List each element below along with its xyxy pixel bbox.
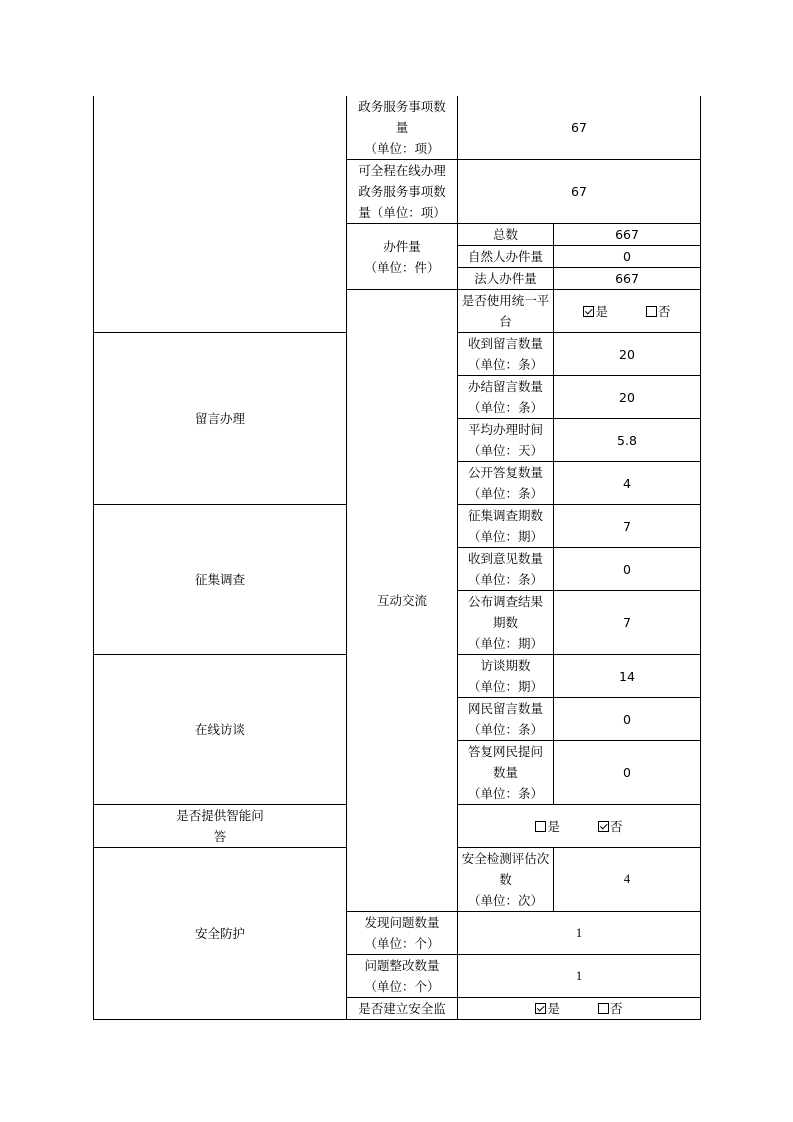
smart-qa-no-option[interactable]: 否 [598, 816, 623, 837]
unified-platform-label: 是否使用统一平 台 [458, 290, 554, 333]
security-issues-value: 1 [458, 912, 701, 955]
security-checks-value: 4 [554, 848, 701, 912]
handled-total-label: 总数 [458, 224, 554, 246]
security-monitor-options [458, 998, 701, 1020]
checked-box-icon [535, 1003, 546, 1014]
service-section-cell [94, 96, 347, 333]
statistics-table [93, 96, 701, 1020]
survey-results-label: 公布调查结果 期数 （单位：期） [458, 591, 554, 655]
messages-avg-time-label: 平均办理时间 （单位：天） [458, 419, 554, 462]
security-monitor-no-option[interactable]: 否 [598, 998, 623, 1019]
interview-periods-label: 访谈期数 （单位：期） [458, 655, 554, 698]
messages-closed-value: 20 [554, 376, 701, 419]
handled-label: 办件量 （单位：件） [347, 224, 458, 290]
messages-avg-time-value: 5.8 [554, 419, 701, 462]
items-count-value: 67 [458, 96, 701, 160]
smart-qa-label: 是否提供智能问 答 [94, 805, 347, 848]
handled-total-value: 667 [554, 224, 701, 246]
checked-box-icon [583, 306, 594, 317]
handled-legal-value: 667 [554, 268, 701, 290]
handled-natural-value: 0 [554, 246, 701, 268]
items-count-label: 政务服务事项数 量 （单位：项） [347, 96, 458, 160]
unified-platform-no-option[interactable]: 否 [646, 301, 671, 322]
interview-replies-value: 0 [554, 741, 701, 805]
messages-received-label: 收到留言数量 （单位：条） [458, 333, 554, 376]
survey-title: 征集调查 [94, 505, 347, 655]
interview-title: 在线访谈 [94, 655, 347, 805]
empty-box-icon [646, 306, 657, 317]
security-monitor-yes-option[interactable]: 是 [535, 998, 560, 1019]
smart-qa-yes-option[interactable]: 是 [535, 816, 560, 837]
messages-closed-label: 办结留言数量 （单位：条） [458, 376, 554, 419]
unified-platform-yes-option[interactable]: 是 [583, 301, 608, 322]
security-issues-label: 发现问题数量 （单位：个） [347, 912, 458, 955]
handled-natural-label: 自然人办件量 [458, 246, 554, 268]
interview-messages-label: 网民留言数量 （单位：条） [458, 698, 554, 741]
handled-legal-label: 法人办件量 [458, 268, 554, 290]
survey-opinions-value: 0 [554, 548, 701, 591]
unified-platform-options [554, 290, 701, 333]
empty-box-icon [535, 821, 546, 832]
messages-title: 留言办理 [94, 333, 347, 505]
interview-periods-value: 14 [554, 655, 701, 698]
online-items-label: 可全程在线办理 政务服务事项数 量（单位：项） [347, 160, 458, 224]
survey-periods-label: 征集调查期数 （单位：期） [458, 505, 554, 548]
security-section-title: 安全防护 [94, 848, 347, 1020]
messages-public-value: 4 [554, 462, 701, 505]
security-monitor-label: 是否建立安全监 [347, 998, 458, 1020]
interaction-section-title: 互动交流 [347, 290, 458, 912]
checked-box-icon [598, 821, 609, 832]
online-items-value: 67 [458, 160, 701, 224]
smart-qa-options [458, 805, 701, 848]
survey-opinions-label: 收到意见数量 （单位：条） [458, 548, 554, 591]
messages-received-value: 20 [554, 333, 701, 376]
interview-messages-value: 0 [554, 698, 701, 741]
interview-replies-label: 答复网民提问 数量 （单位：条） [458, 741, 554, 805]
empty-box-icon [598, 1003, 609, 1014]
security-fixed-label: 问题整改数量 （单位：个） [347, 955, 458, 998]
survey-periods-value: 7 [554, 505, 701, 548]
security-checks-label: 安全检测评估次 数 （单位：次） [458, 848, 554, 912]
security-fixed-value: 1 [458, 955, 701, 998]
survey-results-value: 7 [554, 591, 701, 655]
messages-public-label: 公开答复数量 （单位：条） [458, 462, 554, 505]
